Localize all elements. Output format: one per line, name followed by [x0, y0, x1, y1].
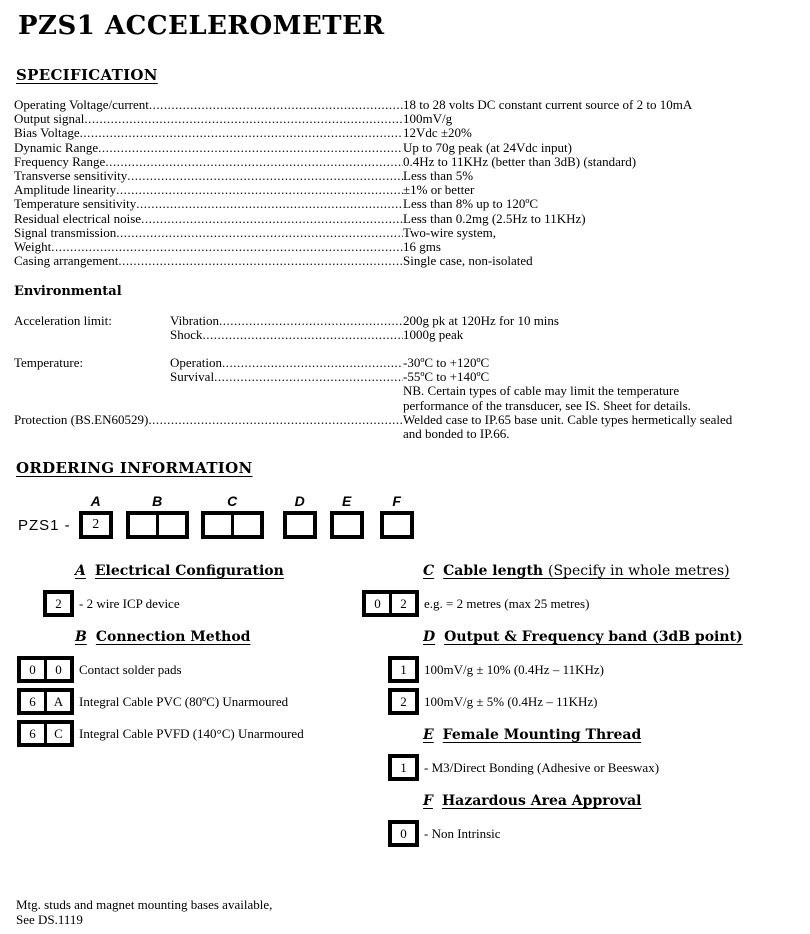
dot-leader: [116, 183, 403, 197]
env-row: [14, 356, 802, 370]
spec-row: [14, 226, 802, 240]
env-value: -30ºC to +120ºC: [403, 356, 490, 371]
note-line: performance of the transducer, see IS. Sheet for details.: [403, 398, 691, 413]
code-box-e: [330, 493, 364, 539]
section-title: Output & Frequency band (3dB point): [444, 629, 743, 646]
option-text: - Non Intrinsic: [424, 825, 501, 841]
order-code-prefix: PZS1 -: [18, 517, 71, 535]
spec-value: Single case, non-isolated: [403, 254, 533, 269]
option-box: [388, 754, 419, 781]
protection-row: [14, 413, 802, 427]
option-box: [388, 656, 419, 683]
environmental-heading: Environmental: [14, 284, 122, 300]
option-row: [365, 754, 802, 781]
dot-leader: [149, 98, 403, 112]
option-cell: 0: [44, 660, 70, 679]
section-d-heading: [423, 629, 802, 646]
code-cell: 2: [83, 515, 109, 535]
option-cell: 1: [392, 758, 415, 777]
dot-leader: [203, 328, 404, 342]
spec-value: 0.4Hz to 11KHz (better than 3dB) (standard): [403, 154, 637, 169]
option-row: [14, 590, 365, 617]
option-cell: 1: [392, 660, 415, 679]
section-f-heading: [423, 793, 802, 810]
spec-label: Signal transmission: [14, 225, 117, 240]
option-text: 100mV/g ± 10% (0.4Hz – 11KHz): [424, 661, 604, 677]
option-cell: 6: [21, 692, 44, 711]
code-box: [79, 511, 113, 539]
spec-value: Less than 5%: [403, 169, 474, 184]
spec-row: [14, 212, 802, 226]
section-letter: B: [75, 629, 87, 646]
option-row: [365, 688, 802, 715]
option-cell: 2: [392, 692, 415, 711]
page-title: PZS1 ACCELEROMETER: [18, 11, 385, 41]
env-sub-label: Vibration: [170, 313, 220, 328]
env-sub-label: Operation: [170, 356, 222, 371]
option-cell: C: [44, 724, 70, 743]
dot-leader: [222, 356, 403, 370]
dot-leader: [127, 169, 403, 183]
code-letter: A: [90, 493, 101, 510]
section-b-heading: [75, 629, 365, 646]
ordering-options-grid: [14, 551, 802, 852]
code-cell: [156, 515, 185, 535]
spec-label: Temperature sensitivity: [14, 197, 137, 212]
section-title-suffix: (Specify in whole metres): [547, 563, 730, 580]
footer-line: See DS.1119: [16, 912, 83, 927]
spec-row: [14, 169, 802, 183]
section-e-heading: [423, 727, 802, 744]
option-text: - 2 wire ICP device: [79, 595, 180, 611]
option-text: - M3/Direct Bonding (Adhesive or Beeswax): [424, 759, 660, 775]
code-box: [330, 511, 364, 539]
footer-note: [16, 897, 272, 927]
option-text: e.g. = 2 metres (max 25 metres): [424, 595, 590, 611]
dot-leader: [136, 197, 403, 211]
env-sub-label: Survival: [170, 370, 215, 385]
dot-leader: [219, 314, 403, 328]
spec-label: Bias Voltage: [14, 126, 80, 141]
code-cell: [231, 515, 260, 535]
code-cell: [334, 515, 360, 535]
code-letter: B: [152, 493, 163, 510]
section-a-heading: [75, 563, 365, 580]
option-text: Integral Cable PVFD (140°C) Unarmoured: [79, 725, 304, 741]
dot-leader: [80, 126, 403, 140]
option-box: [17, 688, 74, 715]
code-box: [126, 511, 189, 539]
note-row: [14, 384, 802, 398]
code-cell: [384, 515, 410, 535]
spec-label: Casing arrangement: [14, 254, 119, 269]
spec-row: [14, 126, 802, 140]
section-letter: E: [423, 727, 434, 744]
spec-row: [14, 197, 802, 211]
ordering-heading: ORDERING INFORMATION: [16, 459, 253, 478]
env-value: 200g pk at 120Hz for 10 mins: [403, 313, 559, 328]
spec-label: Frequency Range: [14, 154, 106, 169]
env-value: 1000g peak: [403, 327, 464, 342]
ordering-right-column: [365, 551, 802, 852]
section-title: Cable length: [443, 563, 544, 580]
option-row: [14, 720, 365, 747]
spec-value: 18 to 28 volts DC constant current source of 2 to 10mA: [403, 98, 693, 112]
section-letter: C: [423, 563, 435, 580]
option-box: [362, 590, 419, 617]
spec-value: 100mV/g: [403, 112, 453, 127]
dot-leader: [214, 370, 403, 384]
dot-leader: [116, 226, 403, 240]
spec-row: [14, 254, 802, 268]
spec-value: 16 gms: [403, 240, 441, 255]
spec-label: Residual electrical noise: [14, 211, 142, 226]
option-cell: 0: [392, 824, 415, 843]
spec-value: Less than 8% up to 120ºC: [403, 197, 539, 212]
spec-value: 12Vdc ±20%: [403, 126, 472, 141]
code-box: [380, 511, 414, 539]
specification-table: [14, 98, 802, 268]
section-letter: D: [423, 629, 436, 646]
protection-value: and bonded to IP.66.: [403, 427, 510, 442]
section-title: Hazardous Area Approval: [441, 793, 642, 810]
note-row: [14, 399, 802, 413]
protection-row-continuation: [14, 427, 802, 441]
option-box: [43, 590, 74, 617]
env-row: [14, 328, 802, 342]
code-letter: C: [227, 493, 238, 510]
spec-value: Two-wire system,: [403, 225, 496, 240]
option-row: [365, 656, 802, 683]
section-title: Electrical Configuration: [94, 563, 284, 580]
ordering-left-column: [14, 551, 365, 852]
code-box-c: [201, 493, 264, 539]
code-cell: [205, 515, 231, 535]
spec-row: [14, 155, 802, 169]
order-code-row: [18, 493, 802, 539]
option-row: [365, 820, 802, 847]
spec-label: Dynamic Range: [14, 140, 99, 155]
option-box: [17, 720, 74, 747]
dot-leader: [148, 413, 403, 427]
section-title: Connection Method: [95, 629, 251, 646]
code-cell: [130, 515, 156, 535]
option-cell: 0: [366, 594, 389, 613]
dot-leader: [98, 141, 403, 155]
spec-label: Transverse sensitivity: [14, 169, 128, 184]
spec-row: [14, 141, 802, 155]
option-cell: A: [44, 692, 70, 711]
env-sub-label: Shock: [170, 327, 203, 342]
note-line: NB. Certain types of cable may limit the temperature: [403, 384, 680, 399]
temperature-group: [14, 356, 802, 384]
protection-value: Welded case to IP.65 base unit. Cable types hermetically sealed: [403, 412, 733, 427]
option-cell: 2: [47, 594, 70, 613]
spec-row: [14, 240, 802, 254]
code-box-b: [126, 493, 189, 539]
spec-label: Operating Voltage/current: [14, 98, 149, 112]
option-cell: 6: [21, 724, 44, 743]
environmental-table: [14, 314, 802, 442]
spec-value: Up to 70g peak (at 24Vdc input): [403, 140, 572, 155]
option-row: [365, 590, 802, 617]
env-row: [14, 314, 802, 328]
dot-leader: [141, 212, 403, 226]
option-row: [14, 656, 365, 683]
code-cell: [287, 515, 313, 535]
spec-label: Amplitude linearity: [14, 183, 117, 198]
spec-value: Less than 0.2mg (2.5Hz to 11KHz): [403, 211, 586, 226]
code-box: [201, 511, 264, 539]
env-row: [14, 370, 802, 384]
option-text: Contact solder pads: [79, 661, 182, 677]
specification-heading: SPECIFICATION: [16, 66, 158, 84]
code-box-f: [380, 493, 414, 539]
dot-leader: [105, 155, 403, 169]
env-group-label: Temperature:: [14, 355, 84, 371]
spec-label: Weight: [14, 240, 52, 255]
section-c-heading: [423, 563, 802, 580]
option-text: 100mV/g ± 5% (0.4Hz – 11KHz): [424, 693, 598, 709]
section-title: Female Mounting Thread: [442, 727, 642, 744]
option-text: Integral Cable PVC (80ºC) Unarmoured: [79, 693, 289, 709]
spec-row: [14, 98, 802, 112]
code-box: [283, 511, 317, 539]
dot-leader: [118, 254, 403, 268]
section-letter: A: [75, 563, 86, 580]
option-box: [17, 656, 74, 683]
protection-label: Protection (BS.EN60529): [14, 412, 149, 427]
code-letter: E: [342, 493, 352, 510]
acceleration-limit-group: [14, 314, 802, 342]
option-cell: 2: [389, 594, 415, 613]
option-cell: 0: [21, 660, 44, 679]
code-box-a: [79, 493, 113, 539]
dot-leader: [84, 112, 403, 126]
option-row: [14, 688, 365, 715]
env-group-label: Acceleration limit:: [14, 312, 112, 328]
spec-row: [14, 183, 802, 197]
section-letter: F: [423, 793, 433, 810]
spec-row: [14, 112, 802, 126]
env-value: -55ºC to +140ºC: [403, 370, 490, 385]
code-box-d: [283, 493, 317, 539]
option-box: [388, 688, 419, 715]
spec-value: ±1% or better: [403, 183, 475, 198]
option-box: [388, 820, 419, 847]
code-letter: F: [392, 493, 401, 510]
code-letter: D: [294, 493, 305, 510]
footer-line: Mtg. studs and magnet mounting bases available,: [16, 897, 273, 912]
spec-label: Output signal: [14, 112, 85, 127]
dot-leader: [51, 240, 403, 254]
